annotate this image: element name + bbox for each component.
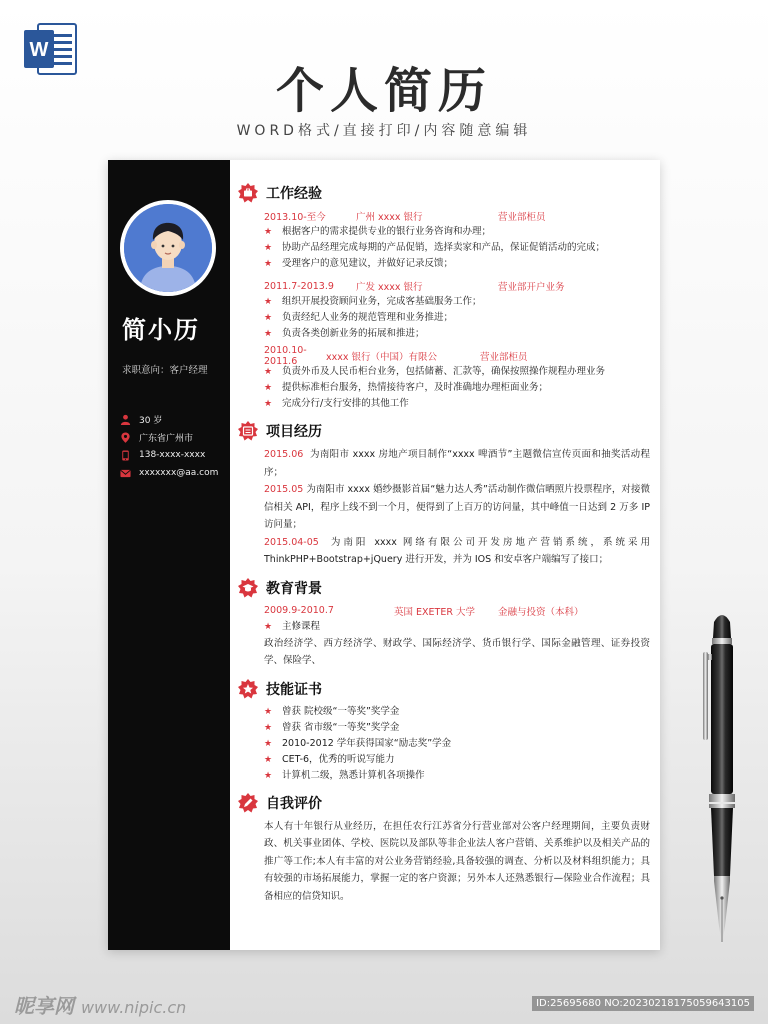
education-major: 金融与投资（本科） bbox=[498, 606, 584, 618]
contact-phone bbox=[120, 446, 218, 464]
job-company: 广发 xxxx 银行 bbox=[356, 282, 423, 293]
project-date: 2015.05 bbox=[264, 484, 304, 495]
list-item-text: 提供标准柜台服务，热情接待客户，及时准确地办理柜面业务； bbox=[282, 382, 549, 393]
pencil-icon bbox=[238, 793, 258, 813]
list-item-text: 曾获 省市级“一等奖”奖学金 bbox=[282, 721, 400, 733]
list-item bbox=[238, 396, 650, 412]
section-projects-title: 项目经历 bbox=[266, 424, 322, 440]
contact-age bbox=[120, 410, 218, 428]
job-date: 2010.10-2011.6 bbox=[264, 345, 307, 367]
contact-location bbox=[120, 428, 218, 446]
list-item bbox=[238, 224, 650, 240]
project-date: 2015.04-05 bbox=[264, 536, 319, 548]
contact-list bbox=[120, 410, 218, 482]
job-entry bbox=[238, 345, 650, 412]
star-icon: ★ bbox=[264, 383, 273, 393]
section-skills bbox=[238, 678, 650, 784]
job-position: 营业部柜员 bbox=[498, 212, 546, 223]
education-school: 英国 EXETER 大学 bbox=[394, 606, 475, 618]
star-icon: ★ bbox=[264, 722, 273, 733]
list-item bbox=[238, 240, 650, 256]
star-icon: ★ bbox=[264, 706, 273, 717]
list-item bbox=[238, 364, 650, 380]
profile-name: 简小历 bbox=[122, 316, 200, 344]
list-item bbox=[238, 720, 650, 736]
star-icon: ★ bbox=[264, 621, 273, 632]
project-item bbox=[238, 481, 650, 534]
project-text: 为南阳 xxxx 网络有限公司开发房地产营销系统，系统采用 ThinkPHP+Bootstrap+jQuery 进行开发，并为 IOS 和安卓客户端编写了接口； bbox=[264, 536, 651, 565]
list-item-text: 曾获 院校级“一等奖”奖学金 bbox=[282, 705, 400, 717]
star-icon: ★ bbox=[264, 367, 273, 377]
list-item bbox=[238, 768, 650, 784]
job-intent: 求职意向：客户经理 bbox=[122, 365, 208, 376]
star-icon: ★ bbox=[264, 313, 273, 323]
phone-icon bbox=[120, 450, 131, 461]
contact-age-text: 30 岁 bbox=[139, 415, 163, 426]
section-self-title: 自我评价 bbox=[266, 795, 322, 812]
section-skills-title: 技能证书 bbox=[266, 681, 322, 698]
watermark-brand-text: 昵享网 bbox=[14, 994, 74, 1018]
star-icon: ★ bbox=[264, 227, 273, 237]
watermark-url: www.nipic.cn bbox=[80, 998, 187, 1017]
project-text: 为南阳市 xxxx 婚纱摄影首届“魅力达人秀”活动制作微信晒照片投票程序，对接微信相关 API，程序上线不到一个月，便得到了上百万的访问量，其中峰值一日达到 2 万多 IP 访问量； bbox=[264, 484, 650, 530]
list-item-text: CET-6，优秀的听说写能力 bbox=[282, 753, 395, 765]
star-icon: ★ bbox=[264, 738, 273, 749]
project-date: 2015.06 bbox=[264, 449, 304, 460]
job-position: 营业部柜员 bbox=[480, 352, 528, 363]
list-item-text: 计算机二级，熟悉计算机各项操作 bbox=[282, 769, 425, 781]
section-education bbox=[238, 577, 650, 670]
list-item bbox=[238, 380, 650, 396]
star-icon: ★ bbox=[264, 297, 273, 307]
job-position: 营业部开户业务 bbox=[498, 282, 565, 293]
list-item-text: 负责各类创新业务的拓展和推进； bbox=[282, 328, 425, 339]
watermark-id: ID:25695680 NO:20230218175059643105 bbox=[532, 996, 754, 1011]
star-icon: ★ bbox=[264, 329, 273, 339]
svg-text:W: W bbox=[29, 39, 49, 61]
list-item bbox=[238, 294, 650, 310]
watermark-brand bbox=[14, 990, 186, 1019]
section-work bbox=[238, 182, 650, 412]
section-work-title: 工作经验 bbox=[266, 186, 322, 202]
resume-content bbox=[238, 182, 650, 913]
list-item-text: 组织开展投资顾问业务，完成客基础服务工作； bbox=[282, 296, 482, 307]
list-item bbox=[238, 310, 650, 326]
email-icon bbox=[120, 468, 131, 479]
section-education-title: 教育背景 bbox=[266, 580, 322, 597]
course-label: 主修课程 bbox=[282, 620, 321, 632]
list-item bbox=[238, 704, 650, 720]
contact-location-text: 广东省广州市 bbox=[139, 433, 194, 444]
contact-email bbox=[120, 464, 218, 482]
project-item bbox=[238, 534, 650, 569]
star-icon: ★ bbox=[264, 770, 273, 781]
section-self bbox=[238, 792, 650, 906]
certificate-icon bbox=[238, 679, 258, 699]
fountain-pen-image bbox=[694, 608, 754, 953]
star-icon: ★ bbox=[264, 259, 273, 269]
job-date: 2011.7-2013.9 bbox=[264, 280, 334, 292]
avatar bbox=[120, 200, 216, 296]
job-entry bbox=[238, 208, 650, 272]
list-item bbox=[238, 256, 650, 272]
project-item bbox=[238, 446, 650, 481]
project-text: 为南阳市 xxxx 房地产项目制作“xxxx 啤酒节”主题微信宣传页面和抽奖活动程序； bbox=[264, 449, 650, 478]
star-icon: ★ bbox=[264, 243, 273, 253]
course-list: 政治经济学、西方经济学、财政学、国际经济学、货币银行学、国际金融管理、证券投资学、保险学、 bbox=[264, 637, 650, 666]
star-icon: ★ bbox=[264, 754, 273, 765]
list-item bbox=[238, 736, 650, 752]
list-item bbox=[238, 619, 650, 635]
avatar-person-icon bbox=[124, 204, 212, 292]
list-item bbox=[238, 326, 650, 342]
list-item-text: 负责外币及人民币柜台业务，包括储蓄、汇款等，确保按照操作规程办理业务 bbox=[282, 366, 606, 377]
page-subtitle: WORD格式/直接打印/内容随意编辑 bbox=[236, 123, 532, 139]
job-entry bbox=[238, 278, 650, 342]
resume-sidebar bbox=[108, 160, 230, 950]
location-icon bbox=[120, 432, 131, 443]
page-title: 个人简历 bbox=[275, 63, 492, 119]
person-icon bbox=[120, 414, 131, 425]
job-company: xxxx 银行（中国）有限公 bbox=[326, 352, 438, 363]
contact-phone-text: 138-xxxx-xxxx bbox=[139, 450, 206, 460]
job-date: 2013.10-至今 bbox=[264, 212, 326, 223]
self-evaluation-text: 本人有十年银行从业经历，在担任农行江苏省分行营业部对公客户经理期间，主要负责财政、机关事业团体、学校、医院以及部队等非企业法人客户营销、关系维护以及相关产品的推广等工作;本人有丰富的对公业务营销经验,具备较强的调查、分析以及材料组织能力；具有较强的市场拓展能力，掌握一定的客户资源；另外本人还熟悉银行—保险业合作流程；具备相应的信贷知识。 bbox=[264, 820, 650, 902]
list-item bbox=[238, 752, 650, 768]
resume-sheet bbox=[108, 160, 660, 950]
list-item-text: 负责经纪人业务的规范管理和业务推进； bbox=[282, 312, 454, 323]
briefcase-icon bbox=[238, 183, 258, 203]
list-item-text: 2010-2012 学年获得国家“励志奖”学金 bbox=[282, 737, 452, 749]
list-item-text: 根据客户的需求提供专业的银行业务咨询和办理； bbox=[282, 226, 492, 237]
education-date: 2009.9-2010.7 bbox=[264, 605, 334, 616]
contact-email-text: xxxxxxx@aa.com bbox=[139, 468, 219, 478]
star-icon: ★ bbox=[264, 399, 273, 409]
list-item-text: 协助产品经理完成每期的产品促销，选择卖家和产品，保证促销活动的完成； bbox=[282, 242, 606, 253]
graduation-cap-icon bbox=[238, 578, 258, 598]
project-icon bbox=[238, 421, 258, 441]
section-projects bbox=[238, 420, 650, 569]
list-item-text: 受理客户的意见建议，并做好记录反馈； bbox=[282, 258, 454, 269]
job-company: 广州 xxxx 银行 bbox=[356, 212, 423, 223]
list-item-text: 完成分行/支行安排的其他工作 bbox=[282, 398, 409, 409]
